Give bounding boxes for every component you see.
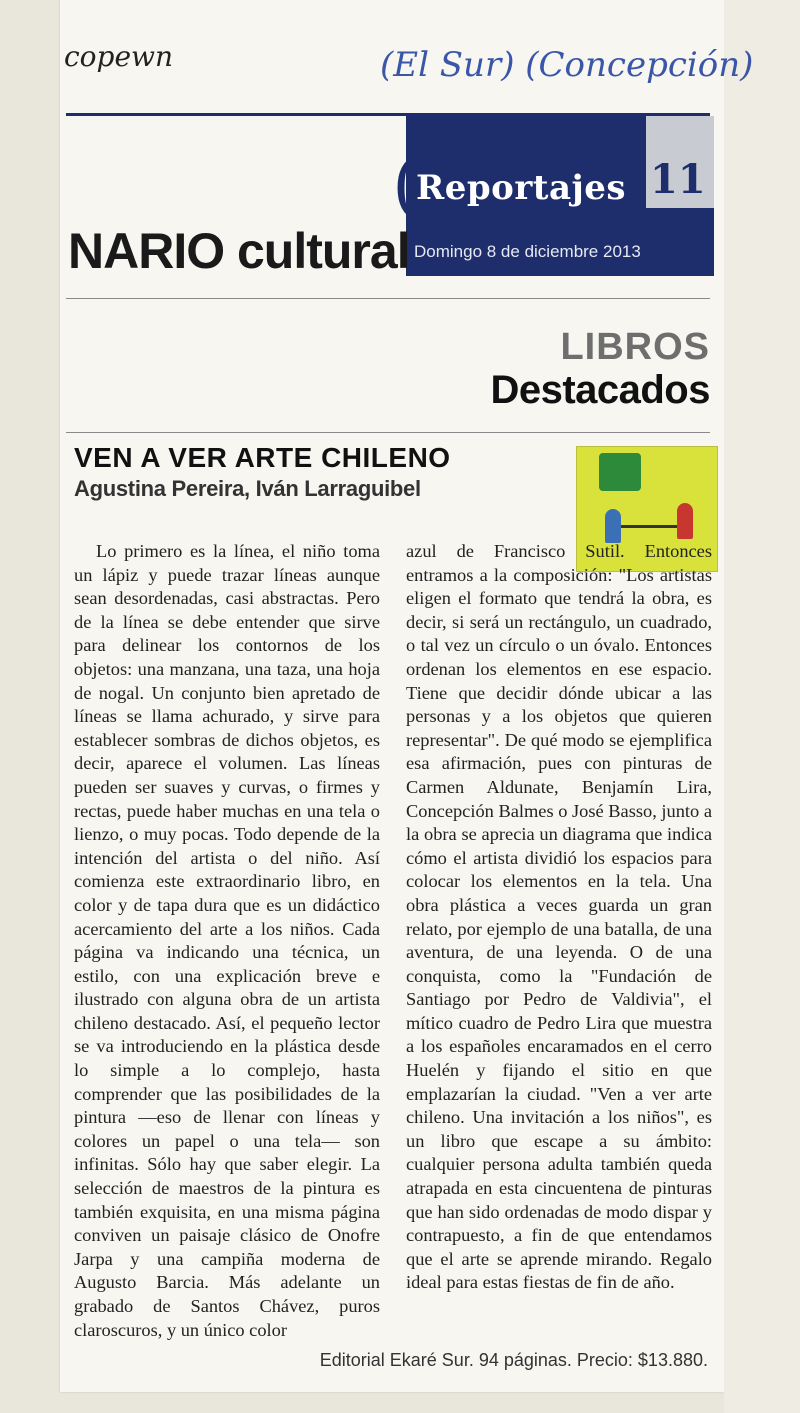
section-name: Reportajes bbox=[416, 168, 627, 208]
book-title: VEN A VER ARTE CHILENO bbox=[74, 442, 451, 473]
column-title: Destacados bbox=[490, 368, 710, 412]
issue-date: Domingo 8 de diciembre 2013 bbox=[414, 242, 641, 261]
cover-title-block bbox=[599, 453, 641, 491]
review-column-2: azul de Francisco Sutil. Entonces entramos a la composición: "Los artistas eligen el formato que tendrá la obra, es decir, si será un rectángulo, un cuadrado, o tal vez un círculo o un óvalo. Entonces ordenan los elementos en ese espacio. Tiene que decidir dónde ubicar a las personas y a los objetos que quieren representar". De qué modo se ejemplifica esa afirmación, pues con pinturas de Carmen Aldunate, Benjamín Lira, Concepción Balmes o José Basso, junto a la obra se aprecia un diagrama que indica cómo el artista dividió los espacios para colocar los elementos en la tela. Una obra plástica a veces guarda un gran relato, por ejemplo de una batalla, de una aventura, de una leyenda. O de una conquista, como la "Fundación de Santiago por Pedro de Valdivia", el mítico cuadro de Pedro Lira que muestra a los españoles encaramados en el cerro Huelén y fijando el sitio en que emplazarían la ciudad. "Ven a ver arte chileno. Una invitación a los niños", es un libro que escape a su ámbito: cualquier persona adulta también queda atrapada en esta cincuentena de pinturas que han sido ordenadas de modo dispar y contrapuesto, a fin de que entendamos que el arte se aprende mirando. Regalo ideal para estas fiestas de fin de año. bbox=[406, 541, 712, 1293]
cover-line bbox=[621, 525, 677, 528]
handwritten-note-left: copewn bbox=[64, 40, 174, 73]
divider bbox=[66, 432, 710, 433]
handwritten-note-source: (El Sur) (Concepción) bbox=[380, 45, 754, 85]
masthead bbox=[68, 222, 410, 280]
bracket-ornament: ( bbox=[392, 144, 420, 226]
review-column-1: Lo primero es la línea, el niño toma un lápiz y puede trazar líneas aunque sean desordenadas, casi abstractas. Pero de la línea se debe entender que sirve para delinear los contornos de los objetos: una manzana, una taza, una hoja de nogal. Un conjunto bien apretado de líneas se llama achurado, y sirve para establecer sombras de dichos objetos, es decir, aparece el volumen. Las líneas pueden ser suaves y curvas, o firmes y rectas, puede haber muchas en una tela o lienzo, o muy pocas. Todo depende de la intención del artista o del niño. Así comienza este extraordinario libro, en color y de tapa dura que es un didáctico acercamiento del arte a los niños. Cada página va indicando una técnica, un estilo, con una explicación breve e ilustrado con alguna obra de un artista chileno destacado. Así, el pequeño lector se va introduciendo en la plástica desde lo simple a lo complejo, hasta comprender que las posibilidades de la pintura —eso de llenar con líneas y colores un papel o una tela— son infinitas. Sólo hay que saber elegir. La selección de maestros de la pintura es también exquisita, en una misma página conviven un paisaje clásico de Onofre Jarpa y una campiña moderna de Augusto Barcia. Más adelante un grabado de Santos Chávez, puros claroscuros, y un único color bbox=[74, 541, 380, 1340]
column-kicker: LIBROS bbox=[560, 326, 710, 368]
cover-figure bbox=[605, 509, 621, 543]
masthead-text: NARIO cultural bbox=[68, 223, 410, 279]
page-number: 11 bbox=[650, 156, 706, 203]
scan-margin bbox=[724, 0, 800, 1413]
book-authors: Agustina Pereira, Iván Larraguibel bbox=[74, 476, 421, 501]
publisher-credit: Editorial Ekaré Sur. 94 páginas. Precio: $13.880. bbox=[319, 1350, 708, 1370]
cover-figure bbox=[677, 503, 693, 539]
divider bbox=[66, 298, 710, 299]
